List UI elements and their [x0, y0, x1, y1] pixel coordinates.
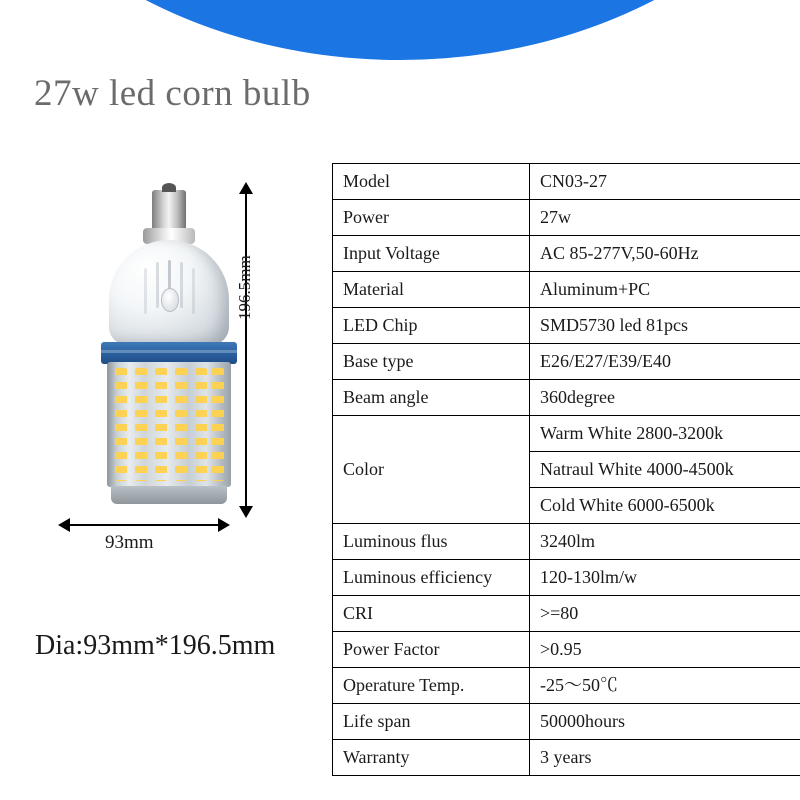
table-row — [333, 380, 800, 416]
table-row — [333, 236, 800, 272]
table-row — [333, 596, 800, 632]
bulb-dome — [109, 240, 229, 345]
led-strip — [115, 368, 127, 481]
spec-label: Power — [333, 200, 530, 236]
spec-value: -25～50℃ — [530, 668, 800, 704]
table-row — [333, 308, 800, 344]
spec-label: Base type — [333, 344, 530, 380]
spec-value: E26/E27/E39/E40 — [530, 344, 800, 380]
spec-value-color-cold: Cold White 6000-6500k — [530, 488, 800, 524]
table-row — [333, 668, 800, 704]
table-row-color — [333, 416, 800, 452]
spec-value: 120-130lm/w — [530, 560, 800, 596]
product-figure — [35, 160, 320, 720]
spec-label-color: Color — [333, 416, 530, 524]
spec-value-color-warm: Warm White 2800-3200k — [530, 416, 800, 452]
table-row — [333, 164, 800, 200]
spec-value: 50000hours — [530, 704, 800, 740]
spec-label: Life span — [333, 704, 530, 740]
specification-table — [332, 163, 800, 776]
table-row — [333, 560, 800, 596]
bulb-screw-base — [152, 190, 186, 230]
spec-label: Warranty — [333, 740, 530, 776]
width-dimension-label: 93mm — [105, 532, 154, 553]
spec-value-color-natural: Natraul White 4000-4500k — [530, 452, 800, 488]
height-dimension-arrow — [245, 192, 247, 508]
spec-value: 360degree — [530, 380, 800, 416]
led-strip — [135, 368, 147, 481]
led-strip — [155, 368, 167, 481]
table-row — [333, 524, 800, 560]
width-dimension-arrow — [68, 524, 220, 526]
table-row — [333, 272, 800, 308]
table-row — [333, 632, 800, 668]
spec-label: LED Chip — [333, 308, 530, 344]
spec-label: Input Voltage — [333, 236, 530, 272]
dimension-summary-label: Dia:93mm*196.5mm — [35, 630, 276, 661]
led-strip — [195, 368, 207, 481]
spec-value: SMD5730 led 81pcs — [530, 308, 800, 344]
bulb-blue-collar — [101, 342, 237, 364]
spec-value: AC 85-277V,50-60Hz — [530, 236, 800, 272]
spec-value: 3240lm — [530, 524, 800, 560]
bulb-led-body — [107, 362, 231, 487]
led-corn-bulb-illustration — [95, 190, 245, 510]
height-dimension-label: 196.5mm — [235, 255, 254, 320]
spec-label: CRI — [333, 596, 530, 632]
led-strip — [175, 368, 187, 481]
page-title: 27w led corn bulb — [34, 73, 311, 114]
table-row — [333, 704, 800, 740]
spec-label: Luminous efficiency — [333, 560, 530, 596]
spec-value: CN03-27 — [530, 164, 800, 200]
banner-shape — [0, 0, 800, 60]
led-strip — [212, 368, 224, 481]
spec-label: Operature Temp. — [333, 668, 530, 704]
bulb-foot — [111, 486, 227, 504]
spec-label: Luminous flus — [333, 524, 530, 560]
spec-value: Aluminum+PC — [530, 272, 800, 308]
top-banner — [0, 0, 800, 62]
spec-label: Material — [333, 272, 530, 308]
spec-value: 3 years — [530, 740, 800, 776]
table-row — [333, 200, 800, 236]
bulb-dome-emblem — [161, 288, 179, 312]
spec-value: >0.95 — [530, 632, 800, 668]
table-row — [333, 740, 800, 776]
spec-label: Model — [333, 164, 530, 200]
table-row — [333, 344, 800, 380]
spec-value: >=80 — [530, 596, 800, 632]
spec-label: Beam angle — [333, 380, 530, 416]
spec-label: Power Factor — [333, 632, 530, 668]
spec-value: 27w — [530, 200, 800, 236]
